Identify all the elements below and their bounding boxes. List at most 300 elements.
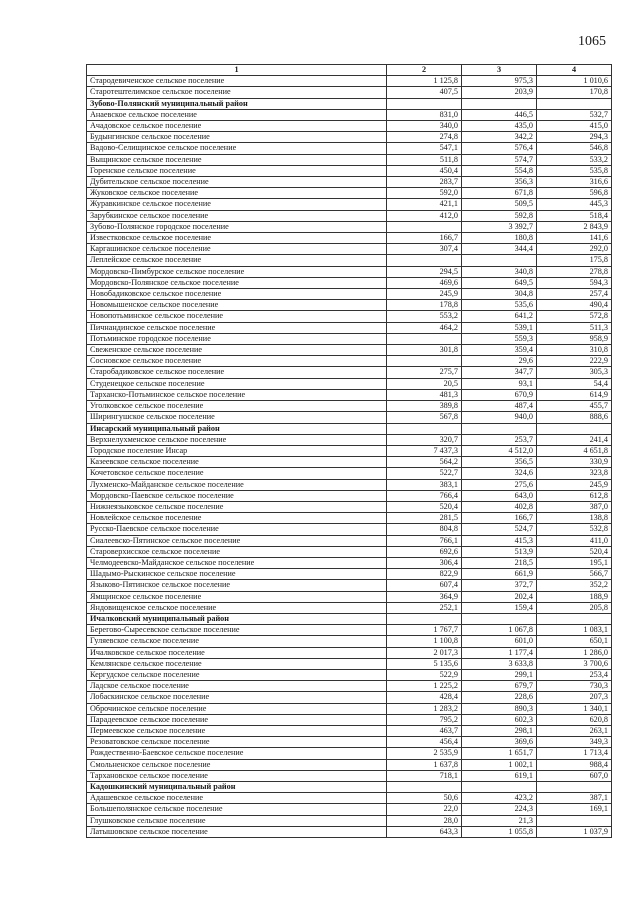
value-cell-v4: 241,4 [537,434,612,445]
value-cell-v4 [537,782,612,793]
value-cell-v4: 533,2 [537,154,612,165]
value-cell-v2: 822,9 [387,569,462,580]
settlement-name-cell: Дубительское сельское поселение [87,177,387,188]
settlement-name-cell: Ичалковское сельское поселение [87,647,387,658]
settlement-name-cell: Сосновское сельское поселение [87,356,387,367]
value-cell-v2: 511,8 [387,154,462,165]
value-cell-v4: 138,8 [537,513,612,524]
value-cell-v2: 407,5 [387,87,462,98]
value-cell-v2: 2 535,9 [387,748,462,759]
value-cell-v3: 372,7 [462,580,537,591]
settlement-name-cell: Уголковское сельское поселение [87,401,387,412]
value-cell-v2 [387,423,462,434]
settlement-name-cell: Ичалковский муниципальный район [87,613,387,624]
value-cell-v2: 166,7 [387,233,462,244]
table-header-row [87,65,612,76]
value-cell-v2: 547,1 [387,143,462,154]
settlement-name-cell: Ладское сельское поселение [87,681,387,692]
value-cell-v3: 93,1 [462,378,537,389]
value-cell-v3: 356,5 [462,457,537,468]
value-cell-v3: 509,5 [462,199,537,210]
column-header: 2 [387,65,462,76]
settlement-name-cell: Новомышенское сельское поселение [87,300,387,311]
value-cell-v2 [387,333,462,344]
value-cell-v3: 1 177,4 [462,647,537,658]
value-cell-v2: 692,6 [387,546,462,557]
value-cell-v3: 679,7 [462,681,537,692]
settlement-name-cell: Кочетовское сельское поселение [87,468,387,479]
value-cell-v4: 566,7 [537,569,612,580]
table-row [87,121,612,132]
value-cell-v3: 29,6 [462,356,537,367]
value-cell-v3 [462,782,537,793]
value-cell-v4: 245,9 [537,479,612,490]
value-cell-v2: 564,2 [387,457,462,468]
value-cell-v2: 520,4 [387,501,462,512]
value-cell-v2: 428,4 [387,692,462,703]
settlement-name-cell: Выщинское сельское поселение [87,154,387,165]
settlement-name-cell: Леплейское сельское поселение [87,255,387,266]
value-cell-v3: 601,0 [462,636,537,647]
table-row [87,345,612,356]
settlement-name-cell: Каргашинское сельское поселение [87,244,387,255]
value-cell-v2: 766,1 [387,535,462,546]
settlement-name-cell: Горенское сельское поселение [87,165,387,176]
value-cell-v4: 2 843,9 [537,221,612,232]
settlement-name-cell: Потьминское городское поселение [87,333,387,344]
table-row [87,333,612,344]
value-cell-v4: 572,8 [537,311,612,322]
settlement-name-cell: Адашевское сельское поселение [87,793,387,804]
value-cell-v3: 524,7 [462,524,537,535]
table-row [87,277,612,288]
value-cell-v2: 252,1 [387,602,462,613]
value-cell-v3: 661,9 [462,569,537,580]
value-cell-v2: 340,0 [387,121,462,132]
value-cell-v3: 423,2 [462,793,537,804]
column-header: 1 [87,65,387,76]
value-cell-v2: 1 637,8 [387,759,462,770]
value-cell-v3: 670,9 [462,389,537,400]
table-row [87,244,612,255]
value-cell-v4: 195,1 [537,557,612,568]
settlement-name-cell: Рождественно-Баевское сельское поселение [87,748,387,759]
value-cell-v4: 620,8 [537,714,612,725]
value-cell-v3: 975,3 [462,76,537,87]
value-cell-v2: 1 125,8 [387,76,462,87]
settlement-name-cell: Ачадовское сельское поселение [87,121,387,132]
value-cell-v3: 299,1 [462,669,537,680]
table-row [87,188,612,199]
value-cell-v3: 574,7 [462,154,537,165]
table-row [87,647,612,658]
value-cell-v2: 389,8 [387,401,462,412]
value-cell-v4: 490,4 [537,300,612,311]
value-cell-v4: 455,7 [537,401,612,412]
table-row [87,87,612,98]
table-row [87,233,612,244]
value-cell-v4: 532,8 [537,524,612,535]
value-cell-v4: 323,8 [537,468,612,479]
value-cell-v4: 207,3 [537,692,612,703]
settlement-name-cell: Ширингушское сельское поселение [87,412,387,423]
value-cell-v4: 520,4 [537,546,612,557]
settlement-name-cell: Новопотьминское сельское поселение [87,311,387,322]
table-row [87,154,612,165]
table-row [87,770,612,781]
value-cell-v3: 649,5 [462,277,537,288]
value-cell-v2: 456,4 [387,737,462,748]
table-row [87,524,612,535]
table-row [87,546,612,557]
value-cell-v4: 169,1 [537,804,612,815]
value-cell-v2: 307,4 [387,244,462,255]
value-cell-v3: 253,7 [462,434,537,445]
table-row [87,76,612,87]
value-cell-v2: 178,8 [387,300,462,311]
value-cell-v2: 464,2 [387,322,462,333]
value-cell-v3: 1 002,1 [462,759,537,770]
settlement-name-cell: Мордовско-Полянское сельское поселение [87,277,387,288]
value-cell-v3: 554,8 [462,165,537,176]
value-cell-v4: 3 700,6 [537,658,612,669]
table-row [87,658,612,669]
value-cell-v4: 292,0 [537,244,612,255]
value-cell-v2: 412,0 [387,210,462,221]
table-row [87,826,612,837]
value-cell-v3: 513,9 [462,546,537,557]
value-cell-v4 [537,815,612,826]
value-cell-v3: 203,9 [462,87,537,98]
value-cell-v4: 349,3 [537,737,612,748]
value-cell-v3: 347,7 [462,367,537,378]
value-cell-v3: 298,1 [462,725,537,736]
value-cell-v3 [462,98,537,109]
value-cell-v2: 592,0 [387,188,462,199]
budget-table [86,64,612,838]
table-row [87,300,612,311]
table-row [87,378,612,389]
value-cell-v4: 415,0 [537,121,612,132]
value-cell-v2: 718,1 [387,770,462,781]
value-cell-v3: 643,0 [462,490,537,501]
value-cell-v4: 54,4 [537,378,612,389]
value-cell-v2 [387,98,462,109]
table-row [87,714,612,725]
value-cell-v2: 469,6 [387,277,462,288]
district-row [87,98,612,109]
settlement-name-cell: Яндовищенское сельское поселение [87,602,387,613]
settlement-name-cell: Нижнеязыковское сельское поселение [87,501,387,512]
settlement-name-cell: Староверхисское сельское поселение [87,546,387,557]
table-row [87,625,612,636]
value-cell-v4: 532,7 [537,109,612,120]
value-cell-v2: 306,4 [387,557,462,568]
table-row [87,255,612,266]
value-cell-v2: 22,0 [387,804,462,815]
settlement-name-cell: Жуковское сельское поселение [87,188,387,199]
settlement-name-cell: Стародевиченское сельское поселение [87,76,387,87]
value-cell-v2: 245,9 [387,289,462,300]
value-cell-v2 [387,613,462,624]
value-cell-v2: 275,7 [387,367,462,378]
value-cell-v3: 1 651,7 [462,748,537,759]
settlement-name-cell: Верхнелухменское сельское поселение [87,434,387,445]
value-cell-v2: 364,9 [387,591,462,602]
settlement-name-cell: Мордовско-Паевское сельское поселение [87,490,387,501]
value-cell-v3: 576,4 [462,143,537,154]
value-cell-v4: 546,8 [537,143,612,154]
value-cell-v2: 481,3 [387,389,462,400]
settlement-name-cell: Тарханско-Потьминское сельское поселение [87,389,387,400]
value-cell-v3: 641,2 [462,311,537,322]
table-row [87,737,612,748]
value-cell-v3: 619,1 [462,770,537,781]
settlement-name-cell: Большеполянское сельское поселение [87,804,387,815]
value-cell-v2: 804,8 [387,524,462,535]
settlement-name-cell: Кемлянское сельское поселение [87,658,387,669]
table-row [87,445,612,456]
value-cell-v2: 421,1 [387,199,462,210]
table-row [87,692,612,703]
table-row [87,669,612,680]
settlement-name-cell: Лухменско-Майданское сельское поселение [87,479,387,490]
settlement-name-cell: Челмодеевско-Майданское сельское поселение [87,557,387,568]
value-cell-v3: 435,0 [462,121,537,132]
value-cell-v3: 228,6 [462,692,537,703]
value-cell-v2: 283,7 [387,177,462,188]
value-cell-v2: 1 767,7 [387,625,462,636]
table-row [87,165,612,176]
value-cell-v3: 159,4 [462,602,537,613]
value-cell-v3: 342,2 [462,132,537,143]
value-cell-v4: 175,8 [537,255,612,266]
value-cell-v4: 387,1 [537,793,612,804]
table-row [87,356,612,367]
value-cell-v3: 446,5 [462,109,537,120]
table-row [87,266,612,277]
value-cell-v3: 344,4 [462,244,537,255]
table-row [87,177,612,188]
table-row [87,793,612,804]
value-cell-v3: 180,8 [462,233,537,244]
value-cell-v4: 1 713,4 [537,748,612,759]
value-cell-v4: 1 340,1 [537,703,612,714]
settlement-name-cell: Шадымо-Рыскинское сельское поселение [87,569,387,580]
value-cell-v4: 888,6 [537,412,612,423]
value-cell-v4: 511,3 [537,322,612,333]
value-cell-v3: 415,3 [462,535,537,546]
value-cell-v3: 1 067,8 [462,625,537,636]
table-row [87,535,612,546]
value-cell-v3 [462,255,537,266]
table-row [87,501,612,512]
value-cell-v2: 5 135,6 [387,658,462,669]
settlement-name-cell: Инсарский муниципальный район [87,423,387,434]
value-cell-v4: 607,0 [537,770,612,781]
value-cell-v3: 402,8 [462,501,537,512]
value-cell-v2: 567,8 [387,412,462,423]
value-cell-v2: 1 283,2 [387,703,462,714]
table-row [87,199,612,210]
settlement-name-cell: Кергудское сельское поселение [87,669,387,680]
settlement-name-cell: Языково-Пятинское сельское поселение [87,580,387,591]
settlement-name-cell: Анаевское сельское поселение [87,109,387,120]
table-row [87,311,612,322]
value-cell-v4 [537,98,612,109]
value-cell-v2: 1 225,2 [387,681,462,692]
table-row [87,389,612,400]
value-cell-v2: 450,4 [387,165,462,176]
settlement-name-cell: Оброчинское сельское поселение [87,703,387,714]
table-row [87,580,612,591]
value-cell-v3: 202,4 [462,591,537,602]
value-cell-v2: 20,5 [387,378,462,389]
settlement-name-cell: Новлейское сельское поселение [87,513,387,524]
value-cell-v4: 1 286,0 [537,647,612,658]
value-cell-v2: 28,0 [387,815,462,826]
table-row [87,457,612,468]
value-cell-v3: 218,5 [462,557,537,568]
settlement-name-cell: Пичнандинское сельское поселение [87,322,387,333]
value-cell-v3: 535,6 [462,300,537,311]
value-cell-v3: 890,3 [462,703,537,714]
settlement-name-cell: Резоватовское сельское поселение [87,737,387,748]
district-row [87,782,612,793]
table-row [87,468,612,479]
settlement-name-cell: Известковское сельское поселение [87,233,387,244]
value-cell-v2: 7 437,3 [387,445,462,456]
table-row [87,143,612,154]
value-cell-v4: 535,8 [537,165,612,176]
table-row [87,401,612,412]
value-cell-v3: 359,4 [462,345,537,356]
table-row [87,434,612,445]
value-cell-v4: 988,4 [537,759,612,770]
value-cell-v2: 281,5 [387,513,462,524]
table-row [87,815,612,826]
settlement-name-cell: Старобадиковское сельское поселение [87,367,387,378]
value-cell-v4: 316,6 [537,177,612,188]
value-cell-v3: 940,0 [462,412,537,423]
value-cell-v4: 1 083,1 [537,625,612,636]
table-row [87,109,612,120]
value-cell-v2: 463,7 [387,725,462,736]
settlement-name-cell: Глушковское сельское поселение [87,815,387,826]
value-cell-v3: 602,3 [462,714,537,725]
table-row [87,210,612,221]
settlement-name-cell: Латышовское сельское поселение [87,826,387,837]
table-row [87,569,612,580]
value-cell-v3: 166,7 [462,513,537,524]
value-cell-v4: 4 651,8 [537,445,612,456]
table-row [87,557,612,568]
value-cell-v3: 592,8 [462,210,537,221]
value-cell-v4: 614,9 [537,389,612,400]
table-row [87,367,612,378]
value-cell-v4: 205,8 [537,602,612,613]
value-cell-v2: 301,8 [387,345,462,356]
district-row [87,613,612,624]
value-cell-v3 [462,613,537,624]
value-cell-v2 [387,356,462,367]
value-cell-v2: 607,4 [387,580,462,591]
value-cell-v2: 795,2 [387,714,462,725]
value-cell-v2: 643,3 [387,826,462,837]
value-cell-v2: 320,7 [387,434,462,445]
settlement-name-cell: Смольненское сельское поселение [87,759,387,770]
settlement-name-cell: Мордовско-Пимбурское сельское поселение [87,266,387,277]
settlement-name-cell: Городское поселение Инсар [87,445,387,456]
value-cell-v3: 21,3 [462,815,537,826]
table-row [87,289,612,300]
value-cell-v4: 253,4 [537,669,612,680]
value-cell-v4: 1 037,9 [537,826,612,837]
value-cell-v4 [537,613,612,624]
value-cell-v4: 650,1 [537,636,612,647]
page-number: 1065 [578,34,606,49]
value-cell-v3: 671,8 [462,188,537,199]
value-cell-v2: 50,6 [387,793,462,804]
value-cell-v3: 224,3 [462,804,537,815]
value-cell-v2: 1 100,8 [387,636,462,647]
value-cell-v3: 3 392,7 [462,221,537,232]
value-cell-v3: 275,6 [462,479,537,490]
value-cell-v4: 730,3 [537,681,612,692]
value-cell-v3: 324,6 [462,468,537,479]
table-row [87,591,612,602]
table-row [87,636,612,647]
settlement-name-cell: Будынгинское сельское поселение [87,132,387,143]
value-cell-v2: 522,7 [387,468,462,479]
table-row [87,412,612,423]
value-cell-v4: 141,6 [537,233,612,244]
value-cell-v3: 4 512,0 [462,445,537,456]
settlement-name-cell: Русско-Паевское сельское поселение [87,524,387,535]
table-row [87,490,612,501]
value-cell-v3: 340,8 [462,266,537,277]
table-row [87,703,612,714]
value-cell-v4: 958,9 [537,333,612,344]
value-cell-v4: 612,8 [537,490,612,501]
table-row [87,513,612,524]
value-cell-v3: 369,6 [462,737,537,748]
settlement-name-cell: Зарубкинское сельское поселение [87,210,387,221]
value-cell-v2: 2 017,3 [387,647,462,658]
value-cell-v4: 518,4 [537,210,612,221]
value-cell-v4: 305,3 [537,367,612,378]
settlement-name-cell: Гуляевское сельское поселение [87,636,387,647]
value-cell-v4: 310,8 [537,345,612,356]
value-cell-v4: 1 010,6 [537,76,612,87]
value-cell-v4: 222,9 [537,356,612,367]
value-cell-v4: 387,0 [537,501,612,512]
table-row [87,479,612,490]
settlement-name-cell: Сиалеевско-Пятинское сельское поселение [87,535,387,546]
value-cell-v3: 1 055,8 [462,826,537,837]
settlement-name-cell: Старотештелимское сельское поселение [87,87,387,98]
column-header: 4 [537,65,612,76]
value-cell-v2: 522,9 [387,669,462,680]
value-cell-v3: 304,8 [462,289,537,300]
table-row [87,602,612,613]
value-cell-v4: 257,4 [537,289,612,300]
value-cell-v4: 411,0 [537,535,612,546]
value-cell-v2: 553,2 [387,311,462,322]
table-row [87,132,612,143]
value-cell-v3: 559,3 [462,333,537,344]
settlement-name-cell: Тархановское сельское поселение [87,770,387,781]
